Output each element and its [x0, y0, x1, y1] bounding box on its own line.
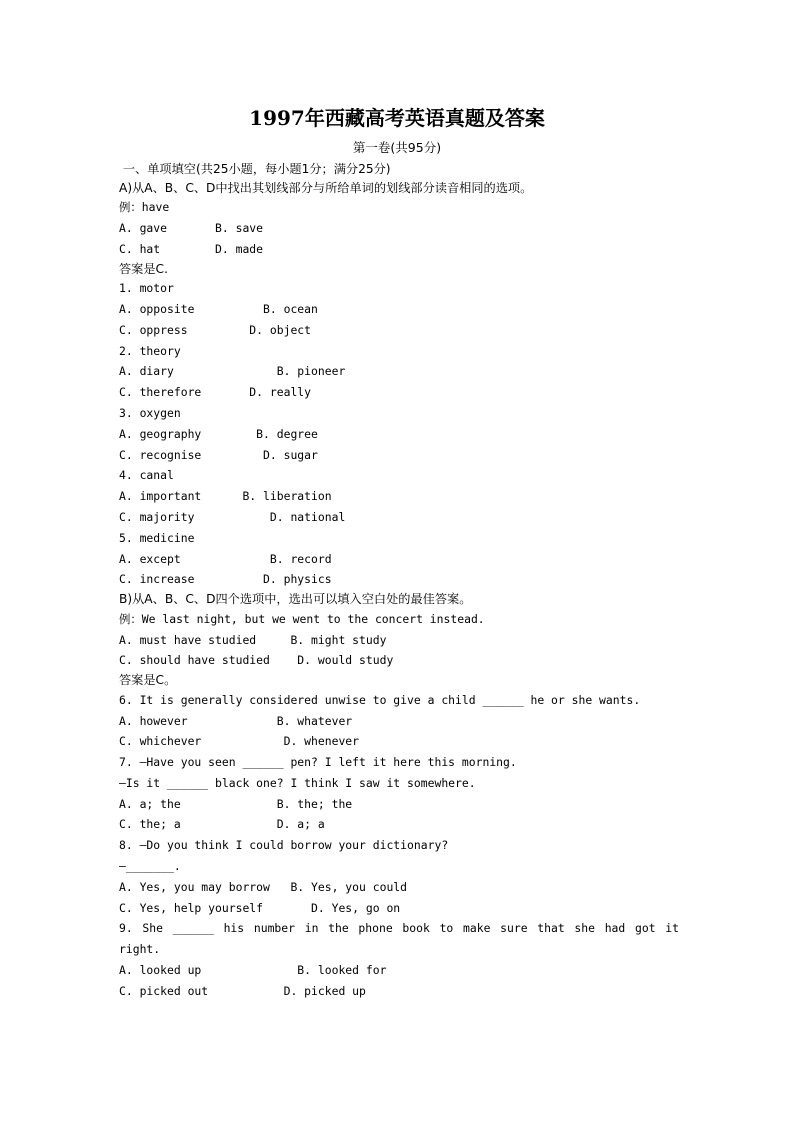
- section-subtitle: 第一卷(共95分): [352, 140, 442, 155]
- text-line: A. must have studied B. might study: [119, 632, 387, 647]
- text-line: A)从A、B、C、D中找出其划线部分与所给单词的划线部分读音相同的选项。: [119, 180, 533, 195]
- text-line: 7. —Have you seen ______ pen? I left it here this morning.: [119, 755, 517, 770]
- text-line: A. except B. record: [119, 551, 332, 566]
- text-line: C. picked out D. picked up: [119, 983, 366, 998]
- text-line: 5. medicine: [119, 530, 195, 545]
- text-line: A. gave B. save: [119, 220, 264, 235]
- text-line: A. looked up B. looked for: [119, 963, 387, 978]
- text-line: right.: [119, 942, 161, 957]
- text-line: —_______.: [119, 859, 181, 874]
- text-line: A. a; the B. the; the: [119, 796, 353, 811]
- text-line: 3. oxygen: [119, 405, 181, 420]
- text-line: 6. It is generally considered unwise to give a child ______ he or she wants.: [119, 692, 641, 707]
- text-line: A. Yes, you may borrow B. Yes, you could: [119, 879, 408, 894]
- text-line: 8. —Do you think I could borrow your dictionary?: [119, 838, 449, 853]
- text-line: C. should have studied D. would study: [119, 653, 394, 668]
- text-line: C. therefore D. really: [119, 385, 312, 400]
- text-line: 答案是C.: [119, 261, 168, 276]
- text-line: A. opposite B. ocean: [119, 301, 318, 316]
- text-line: B)从A、B、C、D四个选项中，选出可以填入空白处的最佳答案。: [119, 592, 472, 607]
- text-line: C. whichever D. whenever: [119, 734, 360, 749]
- text-line: C. majority D. national: [119, 509, 346, 524]
- text-line: C. oppress D. object: [119, 322, 312, 337]
- text-line: C. the; a D. a; a: [119, 817, 325, 832]
- text-line: C. increase D. physics: [119, 572, 332, 587]
- text-line: A. important B. liberation: [119, 489, 332, 504]
- text-line: A. geography B. degree: [119, 426, 318, 441]
- text-line: 例：have: [119, 200, 170, 215]
- text-line: 例：We last night, but we went to the concert instead.: [119, 611, 485, 626]
- text-line: 一、单项填空(共25小题，每小题1分；满分25分): [119, 162, 391, 176]
- text-line: 1. motor: [119, 281, 174, 296]
- text-line: A. diary B. pioneer: [119, 364, 346, 379]
- text-line: C. Yes, help yourself D. Yes, go on: [119, 900, 401, 915]
- text-line: C. recognise D. sugar: [119, 447, 318, 462]
- document-title: 1997年西藏高考英语真题及答案: [249, 106, 545, 130]
- text-line: 4. canal: [119, 468, 174, 483]
- text-line: C. hat D. made: [119, 241, 264, 256]
- text-line: 2. theory: [119, 343, 181, 358]
- text-line: 答案是C。: [119, 673, 177, 688]
- text-line: A. however B. whatever: [119, 713, 353, 728]
- text-line: 9. She ______ his number in the phone book to make sure that she had got it: [119, 921, 679, 936]
- document-body: [119, 160, 679, 1002]
- text-line: —Is it ______ black one? I think I saw it somewhere.: [119, 775, 476, 790]
